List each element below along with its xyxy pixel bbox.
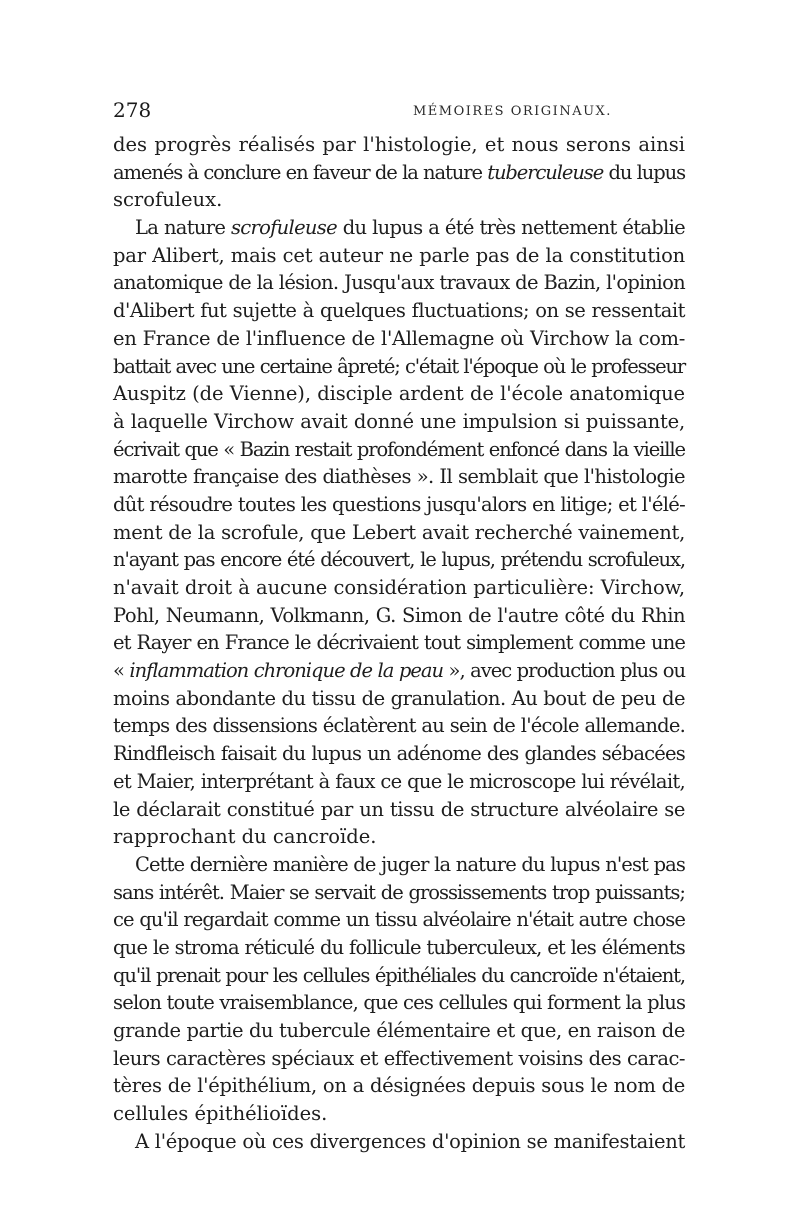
text-line: [113, 685, 685, 713]
text-segment: par Alibert, mais cet auteur ne parle pas de la constitution: [113, 243, 685, 267]
text-line: [113, 712, 685, 740]
italic-text: inflammation chronique de la peau: [129, 659, 444, 683]
text-segment: leurs caractères spéciaux et effectivement voisins des carac-: [113, 1046, 685, 1070]
text-line: [113, 491, 685, 519]
text-segment: n'ayant pas encore été découvert, le lupus, prétendu scrofuleux,: [113, 548, 685, 572]
text-segment: La nature: [135, 216, 231, 240]
text-segment: le déclarait constitué par un tissu de structure alvéolaire se: [113, 797, 685, 821]
text-segment: ce qu'il regardait comme un tissu alvéolaire n'était autre chose: [113, 908, 685, 932]
text-segment: du lupus a été très nettement établie: [336, 216, 685, 240]
text-segment: qu'il prenait pour les cellules épithéliales du cancroïde n'étaient,: [113, 963, 685, 987]
text-segment: sans intérêt. Maier se servait de grossissements trop puissants;: [113, 880, 685, 904]
text-segment: », avec production plus ou: [443, 659, 685, 683]
text-segment: n'avait droit à aucune considération particulière: Virchow,: [113, 576, 685, 599]
text-segment: cellules épithélioïdes.: [113, 1102, 328, 1126]
text-line: [113, 657, 685, 685]
text-segment: écrivait que « Bazin restait profondément enfoncé dans la vieille: [113, 437, 685, 461]
text-line: [113, 242, 685, 270]
text-line: [113, 436, 685, 464]
text-line: [113, 1017, 685, 1045]
text-segment: rapprochant du cancroïde.: [113, 825, 377, 849]
text-line: [113, 519, 685, 547]
text-line: [113, 879, 685, 907]
text-line: [113, 989, 685, 1017]
text-segment: et Rayer en France le décrivaient tout simplement comme une: [113, 631, 685, 655]
text-line: [113, 131, 685, 159]
text-segment: Cette dernière manière de juger la nature du lupus n'est pas: [135, 852, 685, 876]
text-line: [113, 740, 685, 768]
text-segment: amenés à conclure en faveur de la nature: [113, 160, 488, 184]
text-line: [113, 906, 685, 934]
text-segment: Rindfleisch faisait du lupus un adénome des glandes sébacées: [113, 742, 685, 766]
text-line: [113, 546, 685, 574]
text-line: [113, 796, 685, 824]
text-segment: anatomique de la lésion. Jusqu'aux travaux de Bazin, l'opinion: [113, 271, 685, 295]
text-segment: tères de l'épithélium, on a désignées depuis sous le nom de: [113, 1074, 685, 1098]
text-line: [113, 159, 685, 187]
text-segment: Auspitz (de Vienne), disciple ardent de l'école anatomique: [113, 382, 685, 406]
page-number: 278: [113, 98, 152, 122]
text-line: [113, 1100, 685, 1128]
text-segment: ment de la scrofule, que Lebert avait recherché vainement,: [113, 520, 685, 544]
text-line: [113, 353, 685, 381]
text-segment: A l'époque où ces divergences d'opinion se manifestaient: [135, 1129, 685, 1153]
text-line: [113, 629, 685, 657]
text-line: [113, 1072, 685, 1100]
text-segment: Pohl, Neumann, Volkmann, G. Simon de l'autre côté du Rhin: [113, 603, 685, 627]
text-line: [113, 214, 685, 242]
body-text: [113, 131, 685, 1155]
text-line: [113, 325, 685, 353]
text-line: [113, 934, 685, 962]
text-segment: «: [113, 659, 130, 683]
text-segment: d'Alibert fut sujette à quelques fluctuations; on se ressentait: [113, 299, 685, 323]
italic-text: scrofuleuse: [230, 216, 337, 240]
text-line: [113, 297, 685, 325]
text-line: [113, 269, 685, 297]
text-segment: du lupus: [603, 160, 685, 184]
italic-text: tuberculeuse: [487, 160, 604, 184]
text-segment: battait avec une certaine âpreté; c'était l'époque où le professeur: [113, 354, 685, 378]
text-segment: des progrès réalisés par l'histologie, et nous serons ainsi: [113, 133, 685, 156]
text-line: [113, 186, 685, 214]
text-line: [113, 408, 685, 436]
text-segment: temps des dissensions éclatèrent au sein de l'école allemande.: [113, 714, 685, 738]
text-line: [113, 768, 685, 796]
running-head: MÉMOIRES ORIGINAUX.: [413, 104, 612, 119]
text-line: [113, 1128, 685, 1156]
text-line: [113, 380, 685, 408]
text-line: [113, 823, 685, 851]
text-line: [113, 602, 685, 630]
text-line: [113, 1045, 685, 1073]
text-segment: à laquelle Virchow avait donné une impulsion si puissante,: [113, 409, 685, 433]
text-segment: moins abondante du tissu de granulation. Au bout de peu de: [113, 686, 685, 710]
text-segment: grande partie du tubercule élémentaire et que, en raison de: [113, 1019, 685, 1042]
text-segment: marotte française des diathèses ». Il semblait que l'histologie: [113, 465, 685, 489]
text-segment: que le stroma réticulé du follicule tuberculeux, et les éléments: [113, 935, 685, 959]
text-segment: scrofuleux.: [113, 188, 223, 212]
text-line: [113, 962, 685, 990]
text-segment: en France de l'influence de l'Allemagne où Virchow la com-: [113, 326, 685, 350]
text-line: [113, 574, 685, 602]
text-line: [113, 851, 685, 879]
page-header: [113, 98, 687, 126]
text-segment: selon toute vraisemblance, que ces cellules qui forment la plus: [113, 991, 686, 1015]
text-segment: dût résoudre toutes les questions jusqu'alors en litige; et l'élé-: [113, 492, 685, 516]
text-line: [113, 463, 685, 491]
text-segment: et Maier, interprétant à faux ce que le microscope lui révélait,: [113, 769, 685, 793]
